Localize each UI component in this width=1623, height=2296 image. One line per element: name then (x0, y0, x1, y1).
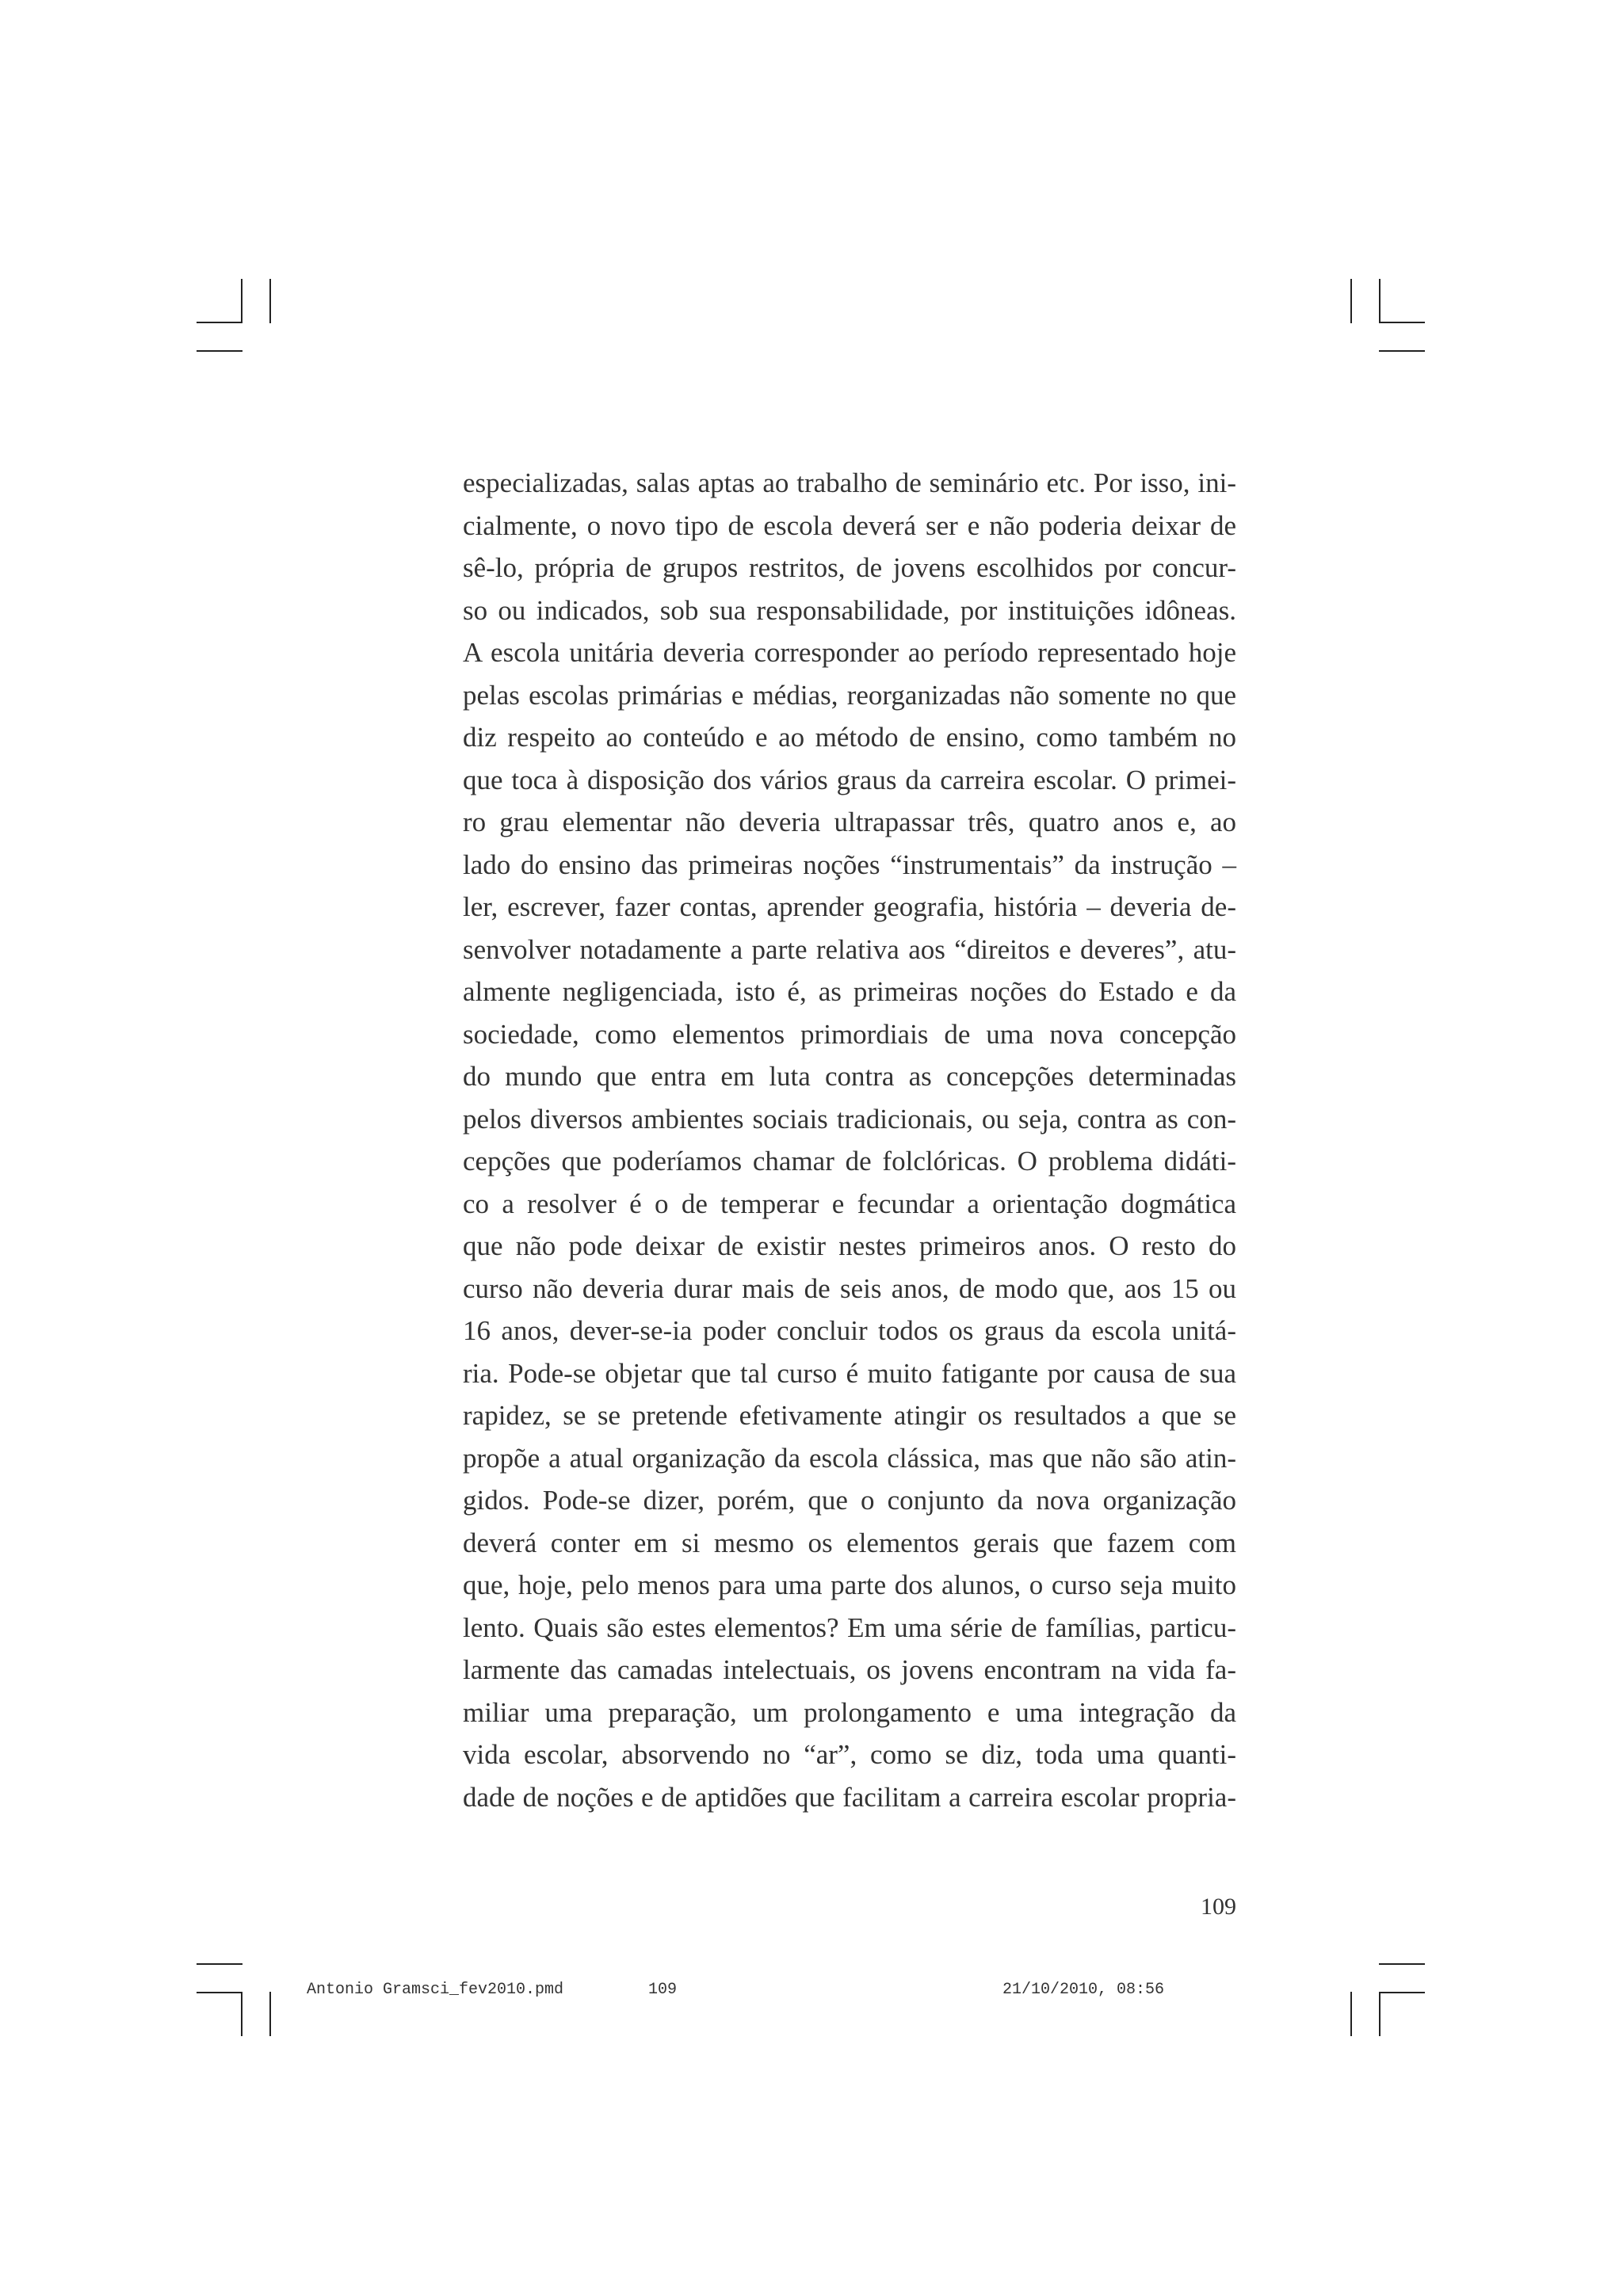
crop-mark-bottom-right-horizontal-inner (1379, 1963, 1425, 1965)
text-line: diz respeito ao conteúdo e ao método de ensino, como também no (463, 722, 1236, 753)
text-line: ria. Pode-se objetar que tal curso é muito fatigante por causa de sua (463, 1357, 1236, 1389)
crop-mark-top-left-horizontal-outer (197, 322, 242, 323)
text-line: vida escolar, absorvendo no “ar”, como se diz, toda uma quanti- (463, 1739, 1236, 1770)
text-line: curso não deveria durar mais de seis anos, de modo que, aos 15 ou (463, 1272, 1236, 1304)
slug-page: 109 (648, 1981, 678, 1999)
text-line: sê-lo, própria de grupos restritos, de jovens escolhidos por concur- (463, 552, 1236, 583)
text-line: propõe a atual organização da escola clássica, mas que não são atin- (463, 1442, 1236, 1474)
text-line: co a resolver é o de temperar e fecundar a orientação dogmática (463, 1188, 1236, 1219)
crop-mark-bottom-left-vertical-inner (269, 1992, 271, 2036)
crop-mark-top-right-vertical-inner (1350, 279, 1352, 323)
text-line: almente negligenciada, isto é, as primeiras noções do Estado e da (463, 976, 1236, 1007)
text-line: que toca à disposição dos vários graus da carreira escolar. O primei- (463, 764, 1236, 795)
text-line: lento. Quais são estes elementos? Em uma série de famílias, particu- (463, 1611, 1236, 1643)
crop-mark-bottom-right-horizontal-outer (1379, 1992, 1425, 1993)
crop-mark-top-left-horizontal-inner (197, 350, 242, 352)
crop-mark-top-right-horizontal-inner (1379, 350, 1425, 352)
text-line: A escola unitária deveria corresponder ao período representado hoje (463, 637, 1236, 668)
text-line: ro grau elementar não deveria ultrapassar três, quatro anos e, ao (463, 807, 1236, 837)
text-line: pelas escolas primárias e médias, reorganizadas não somente no que (463, 679, 1236, 711)
crop-mark-top-left-vertical-inner (269, 279, 271, 323)
crop-mark-top-right-vertical-outer (1379, 279, 1381, 323)
text-line: rapidez, se se pretende efetivamente atingir os resultados a que se (463, 1400, 1236, 1431)
text-line: so ou indicados, sob sua responsabilidade, por instituições idôneas. (463, 594, 1236, 626)
text-line: pelos diversos ambientes sociais tradicionais, ou seja, contra as con- (463, 1103, 1236, 1135)
crop-mark-bottom-left-horizontal-outer (197, 1992, 242, 1993)
text-line: deverá conter em si mesmo os elementos gerais que fazem com (463, 1527, 1236, 1558)
text-line: senvolver notadamente a parte relativa aos “direitos e deveres”, atu- (463, 933, 1236, 965)
text-line: miliar uma preparação, um prolongamento e uma integração da (463, 1696, 1236, 1728)
text-line: larmente das camadas intelectuais, os jovens encontram na vida fa- (463, 1654, 1236, 1685)
crop-mark-bottom-right-vertical-inner (1350, 1992, 1352, 2036)
body-text (463, 462, 1236, 1818)
text-line: gidos. Pode-se dizer, porém, que o conjunto da nova organização (463, 1485, 1236, 1516)
crop-mark-bottom-left-horizontal-inner (197, 1963, 242, 1965)
text-line: especializadas, salas aptas ao trabalho de seminário etc. Por isso, ini- (463, 467, 1236, 498)
text-line: que, hoje, pelo menos para uma parte dos alunos, o curso seja muito (463, 1569, 1236, 1600)
text-line: que não pode deixar de existir nestes primeiros anos. O resto do (463, 1230, 1236, 1261)
text-line: dade de noções e de aptidões que facilitam a carreira escolar propria- (463, 1781, 1236, 1813)
crop-mark-top-left-vertical-outer (241, 279, 242, 323)
slug-filename: Antonio Gramsci_fev2010.pmd (307, 1981, 564, 1999)
text-line: lado do ensino das primeiras noções “instrumentais” da instrução – (463, 849, 1236, 880)
text-line: cepções que poderíamos chamar de folclóricas. O problema didáti- (463, 1146, 1236, 1177)
crop-mark-top-right-horizontal-outer (1379, 322, 1425, 323)
text-line: do mundo que entra em luta contra as concepções determinadas (463, 1061, 1236, 1092)
text-line: ler, escrever, fazer contas, aprender geografia, história – deveria de- (463, 891, 1236, 922)
slug-datetime: 21/10/2010, 08:56 (1002, 1981, 1165, 1999)
text-line: 16 anos, dever-se-ia poder concluir todos os graus da escola unitá- (463, 1315, 1236, 1346)
page-number: 109 (1201, 1894, 1236, 1920)
text-line: cialmente, o novo tipo de escola deverá ser e não poderia deixar de (463, 509, 1236, 541)
crop-mark-bottom-left-vertical-outer (241, 1992, 242, 2036)
crop-mark-bottom-right-vertical-outer (1379, 1992, 1381, 2036)
text-line: sociedade, como elementos primordiais de uma nova concepção (463, 1018, 1236, 1050)
